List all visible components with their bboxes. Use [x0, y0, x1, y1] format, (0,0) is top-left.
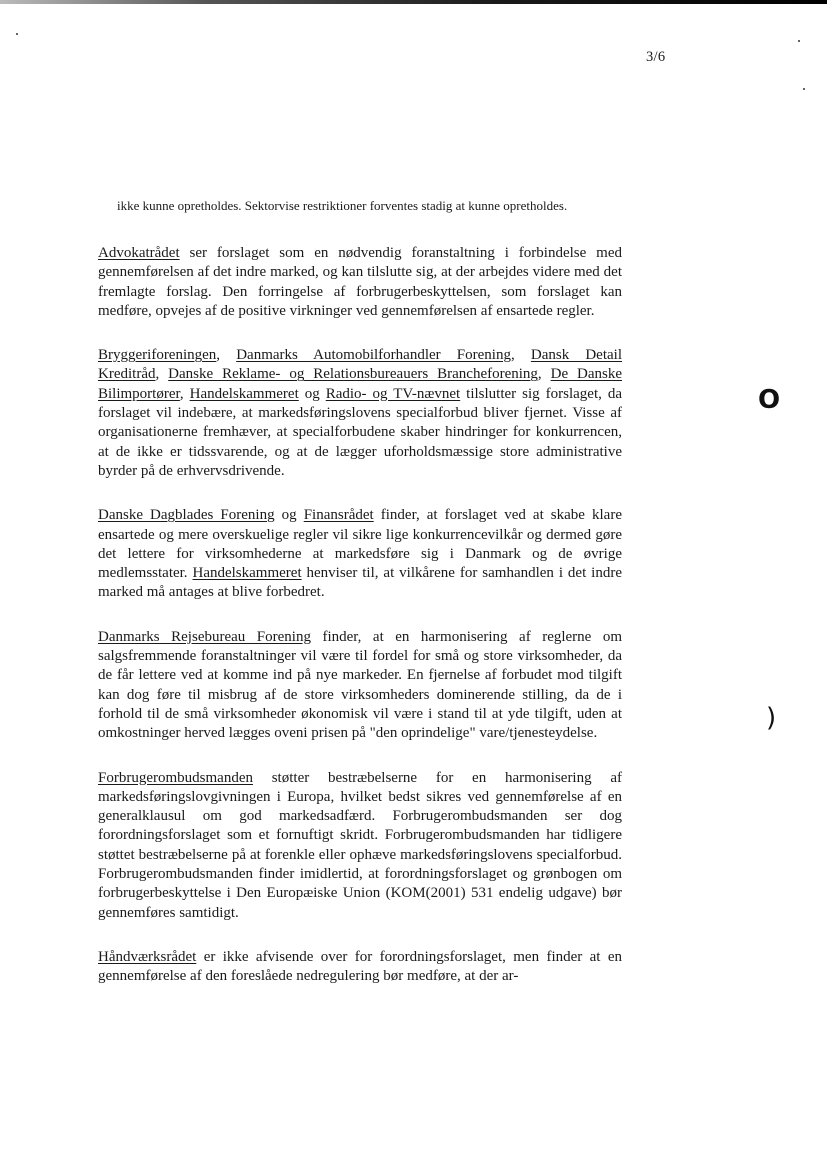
paragraph-text: ,: [537, 366, 551, 383]
continuation-text: ikke kunne opretholdes. Sektorvise restriktioner forventes stadig at kunne opretholdes.: [117, 198, 568, 213]
organization-name: Danske Dagblades Forening: [98, 507, 275, 524]
punch-hole-mark-top: O: [758, 385, 781, 415]
scan-speck: [803, 88, 805, 90]
organization-name: Advokatrådet: [98, 245, 180, 261]
organization-name: Finansrådet: [303, 507, 374, 524]
page-number: 3/6: [646, 49, 666, 65]
organization-name: Håndværksrådet: [98, 948, 197, 965]
paragraph-list: [98, 244, 622, 987]
paragraph-text: ,: [510, 347, 531, 364]
organization-name: Bryggeriforeningen: [98, 347, 217, 364]
organization-name: Danmarks Rejsebureau Forening: [98, 628, 311, 645]
paragraph-text: henviser til, at vilkårene for samhandlen i det indre marked må antages at blive forbedret.: [98, 565, 622, 601]
paragraph-text: finder, at en harmonisering af reglerne om salgsfremmende foranstaltninger vil være til fordel for små og store virksomheder, da de får lettere ved at komme ind på nye markeder. En fjernelse af forbudet mod tilgift kan dog føre til misbrug af de store virksomheders dominerende stilling, da de i forhold til de små virksomheder økonomisk vil være i stand til at yde tilgift, uden at omkostninger herved lægges oveni prisen på "den oprindelige" vare/tjenesteydelse.: [98, 628, 622, 742]
organization-name: Dansk Detail Kreditråd: [98, 347, 623, 383]
scan-speck: [16, 33, 18, 35]
paragraph: [98, 346, 622, 481]
paragraph: [98, 628, 622, 744]
paragraph: [98, 506, 622, 602]
paragraph-text: ser forslaget som en nødvendig foranstaltning i forbindelse med gennemførelsen af det indre marked, og kan tilslutte sig, at der arbejdes videre med det fremlagte forslag. Den forringelse af forbrugerbeskyttelsen, som forslaget kan medføre, opvejes af de positive virkninger ved gennemførelsen af ensartede regler.: [98, 245, 622, 319]
punch-hole-mark-bottom: ): [766, 703, 777, 733]
organization-name: De Danske Bilimportører: [98, 366, 623, 402]
scan-speck: [798, 40, 800, 42]
paragraph-text: og: [274, 507, 304, 524]
paragraph-text: ,: [179, 385, 190, 402]
organization-name: Handelskammeret: [192, 565, 302, 582]
organization-name: Radio- og TV-nævnet: [325, 385, 461, 402]
organization-name: Forbrugerombudsmanden: [98, 769, 253, 786]
paragraph-text: og: [298, 385, 326, 402]
paragraph-text: er ikke afvisende over for forordningsforslaget, men finder at en gennemførelse af den foreslåede nedregulering bør medføre, at der ar-: [98, 948, 622, 985]
paragraph-text: ,: [216, 347, 237, 364]
organization-name: Danske Reklame- og Relationsbureauers Brancheforening: [168, 366, 538, 383]
organization-name: Danmarks Automobilforhandler Forening: [236, 347, 511, 364]
paragraph-text: støtter bestræbelserne for en harmonisering af markedsføringslovgivningen i Europa, hvilket bedst sikres ved gennemførelse af en generalklausul om god markedsadfærd. Forbrugerombudsmanden ser dog forordningsforslaget som et fornuftigt skridt. Forbrugerombudsmanden har tidligere støttet bestræbelserne på at forenkle eller ophæve markedsføringslovens specialforbud. Forbrugerombudsmanden finder imidlertid, at forordningsforslaget og grønbogen om forbrugerbeskyttelse i Den Europæiske Union (KOM(2001) 531 endelig udgave) bør gennemføres samtidigt.: [98, 769, 622, 921]
scan-top-edge: [0, 0, 827, 4]
paragraph-text: finder, at forslaget ved at skabe klare ensartede og mere overskuelige regler vil sikre lige konkurrencevilkår og dermed gøre det lettere for virksomhederne at markedsføre sig i Danmark og de øvrige medlemsstater.: [98, 507, 622, 582]
paragraph: [98, 948, 622, 987]
paragraph: [98, 244, 622, 321]
paragraph: [98, 769, 622, 923]
paragraph-text: tilslutter sig forslaget, da forslaget vil indebære, at markedsføringslovens specialforbud bliver fjernet. Visse af organisationerne fremhæver, at specialforbudene skaber hindringer for konkurrencen, at de ikke er tidssvarende, og at de lægger uforholdsmæssige store administrative byrder på de erhvervsdrivende.: [98, 385, 623, 479]
organization-name: Handelskammeret: [189, 385, 299, 402]
paragraph-text: ,: [155, 366, 169, 383]
document-body: [98, 195, 622, 1012]
